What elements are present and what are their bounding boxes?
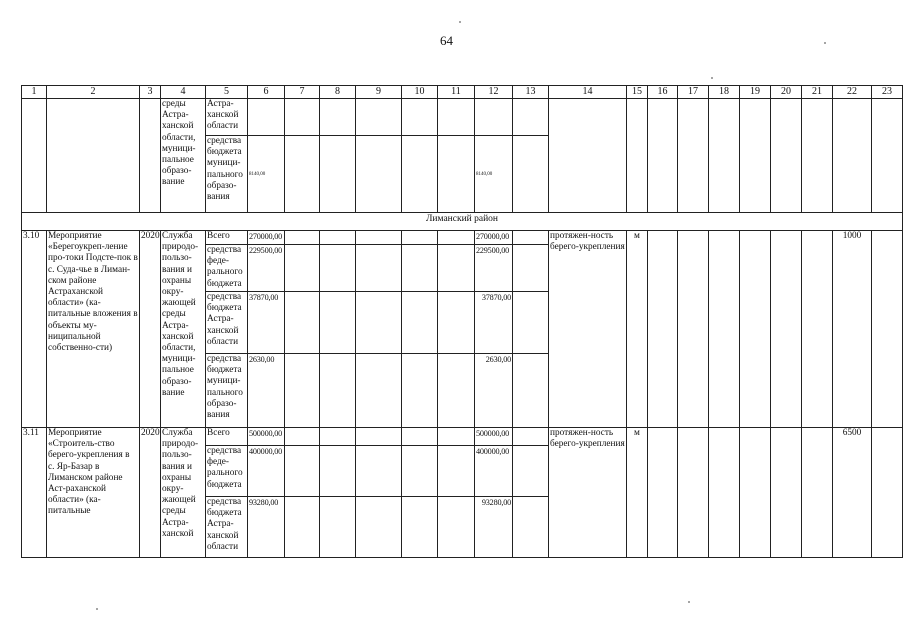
table-row [22, 231, 903, 245]
row-number: 3.11 [22, 428, 47, 558]
value-cell: 500000,00 [248, 428, 285, 446]
row-number: 3.10 [22, 231, 47, 428]
value-cell: 1000 [833, 231, 872, 428]
col-header: 23 [872, 86, 903, 99]
table-row [22, 428, 903, 446]
program-table [21, 85, 903, 558]
value-cell: 93280,00 [475, 497, 513, 558]
col-header: 15 [627, 86, 648, 99]
col-header: 8 [320, 86, 356, 99]
value-cell: 93280,00 [248, 497, 285, 558]
value-cell: 2630,00 [248, 354, 285, 428]
col-header: 11 [438, 86, 475, 99]
col-header: 21 [802, 86, 833, 99]
scan-speck [824, 42, 826, 44]
col-header: 1 [22, 86, 47, 99]
measure-name: Мероприятие «Строитель-ство берего-укрепления в с. Яр-Базар в Лиманском районе Аст-раханской области» (ка-питальные [47, 428, 140, 558]
value-cell: 400000,00 [475, 446, 513, 497]
measure-name: Мероприятие «Берегоукреп-ление про-токи Подсте-пок в с. Суда-чье в Лиман-ском районе Астраханской области» (ка-питальные вложения в объекты му-ниципальной собственно-сти) [47, 231, 140, 428]
source-cell: средства бюджета муници-пального образо-вания [206, 354, 248, 428]
col-header: 3 [140, 86, 161, 99]
value-cell: 8140,00 [475, 136, 513, 213]
value-cell: 229500,00 [475, 245, 513, 292]
scan-speck [96, 608, 98, 610]
executor-cell: среды Астра-ханской области, муници-пальное образо-вание [161, 99, 206, 213]
executor-cell: Служба природо-пользо-вания и охраны окру-жающей среды Астра-ханской [161, 428, 206, 558]
value-cell: 500000,00 [475, 428, 513, 446]
source-cell: средства бюджета Астра-ханской области [206, 497, 248, 558]
year-cell: 2020 [140, 428, 161, 558]
col-header: 4 [161, 86, 206, 99]
source-cell: средства бюджета Астра-ханской области [206, 292, 248, 354]
value-cell: 229500,00 [248, 245, 285, 292]
district-row [22, 213, 903, 231]
page-number: 64 [440, 33, 453, 48]
col-header: 12 [475, 86, 513, 99]
year-cell: 2020 [140, 231, 161, 428]
source-cell: средства бюджета муници-пального образо-вания [206, 136, 248, 213]
col-header: 13 [513, 86, 549, 99]
col-header: 19 [740, 86, 771, 99]
scan-speck [711, 77, 713, 79]
col-header: 5 [206, 86, 248, 99]
col-header: 20 [771, 86, 802, 99]
source-cell: средства феде-рального бюджета [206, 446, 248, 497]
value-cell: 270000,00 [248, 231, 285, 245]
scan-speck [459, 21, 461, 23]
source-cell: Астра-ханской области [206, 99, 248, 136]
col-header: 6 [248, 86, 285, 99]
col-header: 17 [678, 86, 709, 99]
source-cell: Всего [206, 231, 248, 245]
col-header: 10 [402, 86, 438, 99]
col-header: 18 [709, 86, 740, 99]
value-cell: 6500 [833, 428, 872, 558]
value-cell: 8140,00 [248, 136, 285, 213]
table-row [22, 99, 903, 136]
executor-cell: Служба природо-пользо-вания и охраны окру-жающей среды Астра-ханской области, муници-пальное образо-вание [161, 231, 206, 428]
indicator-cell: протяжен-ность берего-укрепления [549, 428, 627, 558]
scan-speck [688, 601, 690, 603]
col-header: 22 [833, 86, 872, 99]
header-row [22, 86, 903, 99]
indicator-cell: протяжен-ность берего-укрепления [549, 231, 627, 428]
value-cell: 37870,00 [475, 292, 513, 354]
unit-cell: м [627, 428, 648, 558]
source-cell: средства феде-рального бюджета [206, 245, 248, 292]
col-header: 2 [47, 86, 140, 99]
value-cell: 2630,00 [475, 354, 513, 428]
district-title: Лиманский район [22, 213, 903, 231]
unit-cell: м [627, 231, 648, 428]
col-header: 9 [356, 86, 402, 99]
col-header: 16 [648, 86, 678, 99]
value-cell: 37870,00 [248, 292, 285, 354]
col-header: 7 [285, 86, 320, 99]
value-cell: 270000,00 [475, 231, 513, 245]
source-cell: Всего [206, 428, 248, 446]
col-header: 14 [549, 86, 627, 99]
value-cell: 400000,00 [248, 446, 285, 497]
